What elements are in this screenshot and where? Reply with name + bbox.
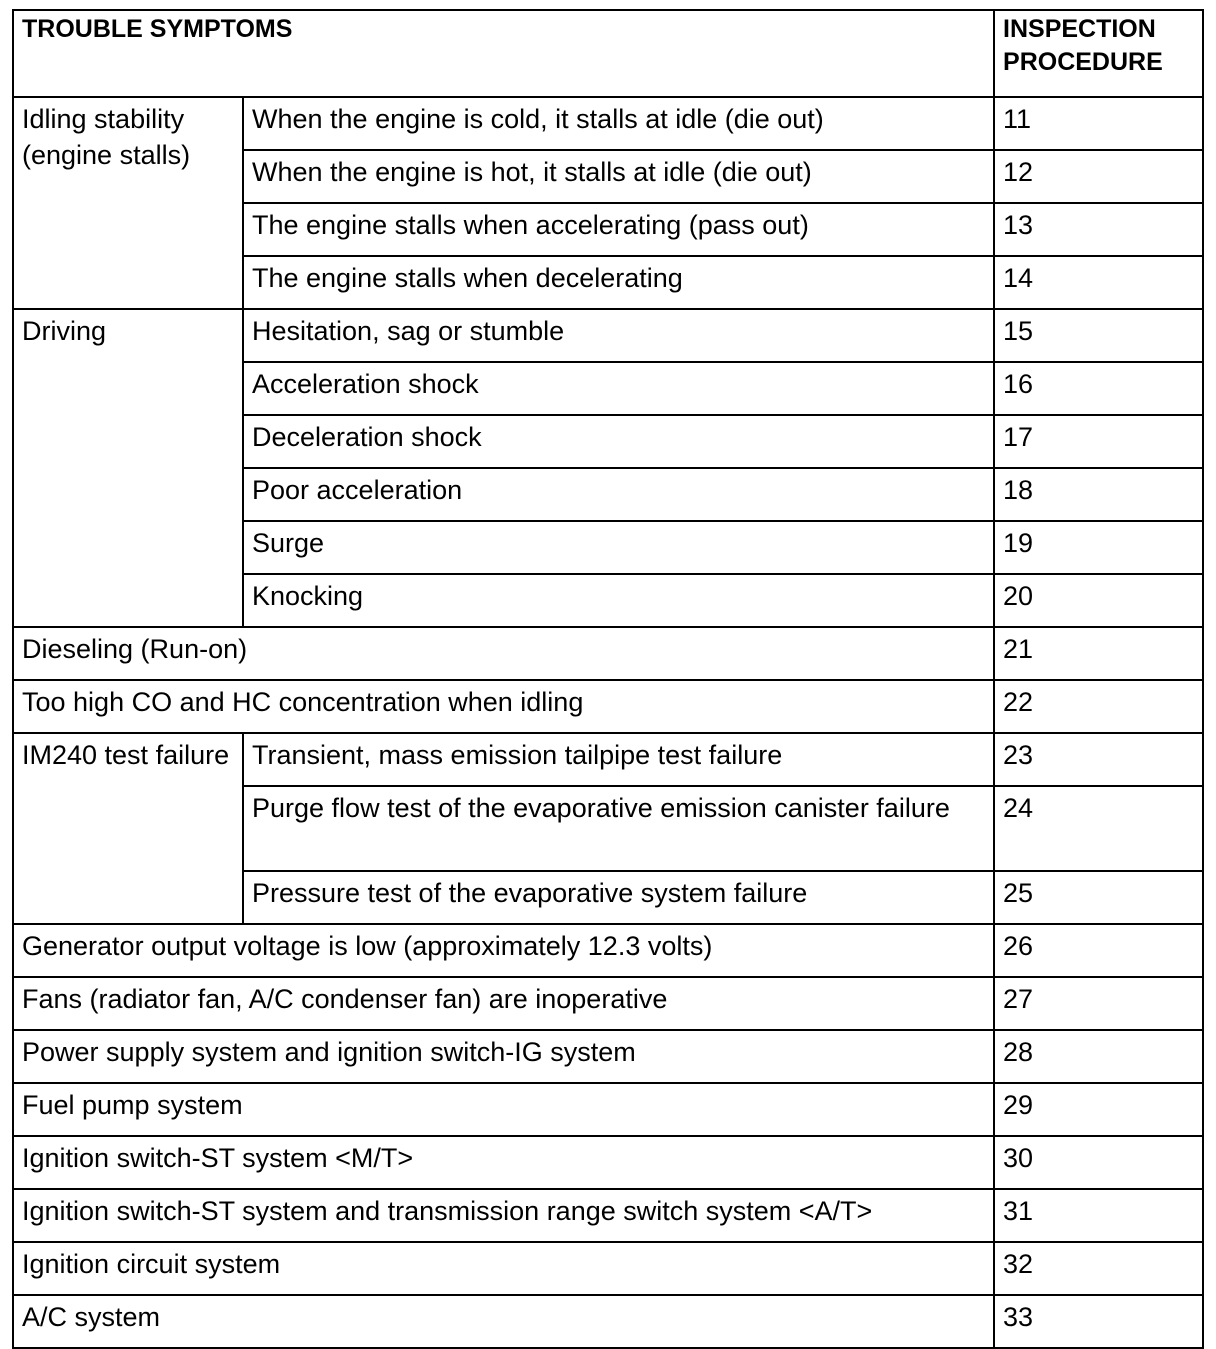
procedure-cell: 20 [994, 574, 1203, 627]
group-label-driving: Driving [13, 309, 243, 627]
procedure-cell: 32 [994, 1242, 1203, 1295]
procedure-cell: 23 [994, 733, 1203, 786]
symptom-cell: Fuel pump system [13, 1083, 994, 1136]
symptom-cell: Too high CO and HC concentration when idling [13, 680, 994, 733]
header-procedure-line2: PROCEDURE [1003, 48, 1163, 76]
symptom-cell: Ignition switch-ST system <M/T> [13, 1136, 994, 1189]
procedure-cell: 33 [994, 1295, 1203, 1348]
symptom-cell: Fans (radiator fan, A/C condenser fan) are inoperative [13, 977, 994, 1030]
procedure-cell: 13 [994, 203, 1203, 256]
procedure-cell: 12 [994, 150, 1203, 203]
symptom-cell: When the engine is cold, it stalls at idle (die out) [243, 97, 994, 150]
symptom-cell: Generator output voltage is low (approximately 12.3 volts) [13, 924, 994, 977]
table-row [13, 1136, 1203, 1189]
procedure-cell: 24 [994, 786, 1203, 871]
symptom-cell: Deceleration shock [243, 415, 994, 468]
procedure-cell: 22 [994, 680, 1203, 733]
symptom-cell: The engine stalls when decelerating [243, 256, 994, 309]
table-row [13, 309, 1203, 362]
procedure-cell: 28 [994, 1030, 1203, 1083]
procedure-cell: 29 [994, 1083, 1203, 1136]
symptom-cell: Ignition circuit system [13, 1242, 994, 1295]
table-row [13, 1030, 1203, 1083]
table-row [13, 97, 1203, 150]
header-trouble-symptoms: TROUBLE SYMPTOMS [13, 10, 994, 97]
procedure-cell: 19 [994, 521, 1203, 574]
symptom-cell: Surge [243, 521, 994, 574]
symptom-cell: Ignition switch-ST system and transmission range switch system <A/T> [13, 1189, 994, 1242]
procedure-cell: 17 [994, 415, 1203, 468]
procedure-cell: 16 [994, 362, 1203, 415]
procedure-cell: 18 [994, 468, 1203, 521]
procedure-cell: 30 [994, 1136, 1203, 1189]
procedure-cell: 21 [994, 627, 1203, 680]
group-label-idling: Idling stability (engine stalls) [13, 97, 243, 309]
symptom-cell: When the engine is hot, it stalls at idle (die out) [243, 150, 994, 203]
table-row [13, 1189, 1203, 1242]
table-row [13, 680, 1203, 733]
procedure-cell: 14 [994, 256, 1203, 309]
header-inspection-procedure [994, 10, 1203, 97]
symptom-cell: Knocking [243, 574, 994, 627]
symptom-cell: Poor acceleration [243, 468, 994, 521]
trouble-symptoms-table [12, 9, 1204, 1349]
symptom-cell: Acceleration shock [243, 362, 994, 415]
table-row [13, 977, 1203, 1030]
header-row [13, 10, 1203, 97]
table-row [13, 1295, 1203, 1348]
symptom-cell: Pressure test of the evaporative system failure [243, 871, 994, 924]
symptom-cell: Purge flow test of the evaporative emission canister failure [243, 786, 994, 871]
procedure-cell: 15 [994, 309, 1203, 362]
symptom-cell: The engine stalls when accelerating (pass out) [243, 203, 994, 256]
procedure-cell: 27 [994, 977, 1203, 1030]
symptom-cell: Dieseling (Run-on) [13, 627, 994, 680]
group-label-im240: IM240 test failure [13, 733, 243, 924]
symptom-cell: Transient, mass emission tailpipe test failure [243, 733, 994, 786]
table-row [13, 924, 1203, 977]
symptom-cell: Hesitation, sag or stumble [243, 309, 994, 362]
table-row [13, 1242, 1203, 1295]
table-row [13, 627, 1203, 680]
symptom-cell: A/C system [13, 1295, 994, 1348]
header-procedure-line1: INSPECTION [1003, 15, 1156, 43]
symptom-cell: Power supply system and ignition switch-IG system [13, 1030, 994, 1083]
procedure-cell: 11 [994, 97, 1203, 150]
procedure-cell: 31 [994, 1189, 1203, 1242]
table-row [13, 1083, 1203, 1136]
procedure-cell: 26 [994, 924, 1203, 977]
procedure-cell: 25 [994, 871, 1203, 924]
table-row [13, 733, 1203, 786]
